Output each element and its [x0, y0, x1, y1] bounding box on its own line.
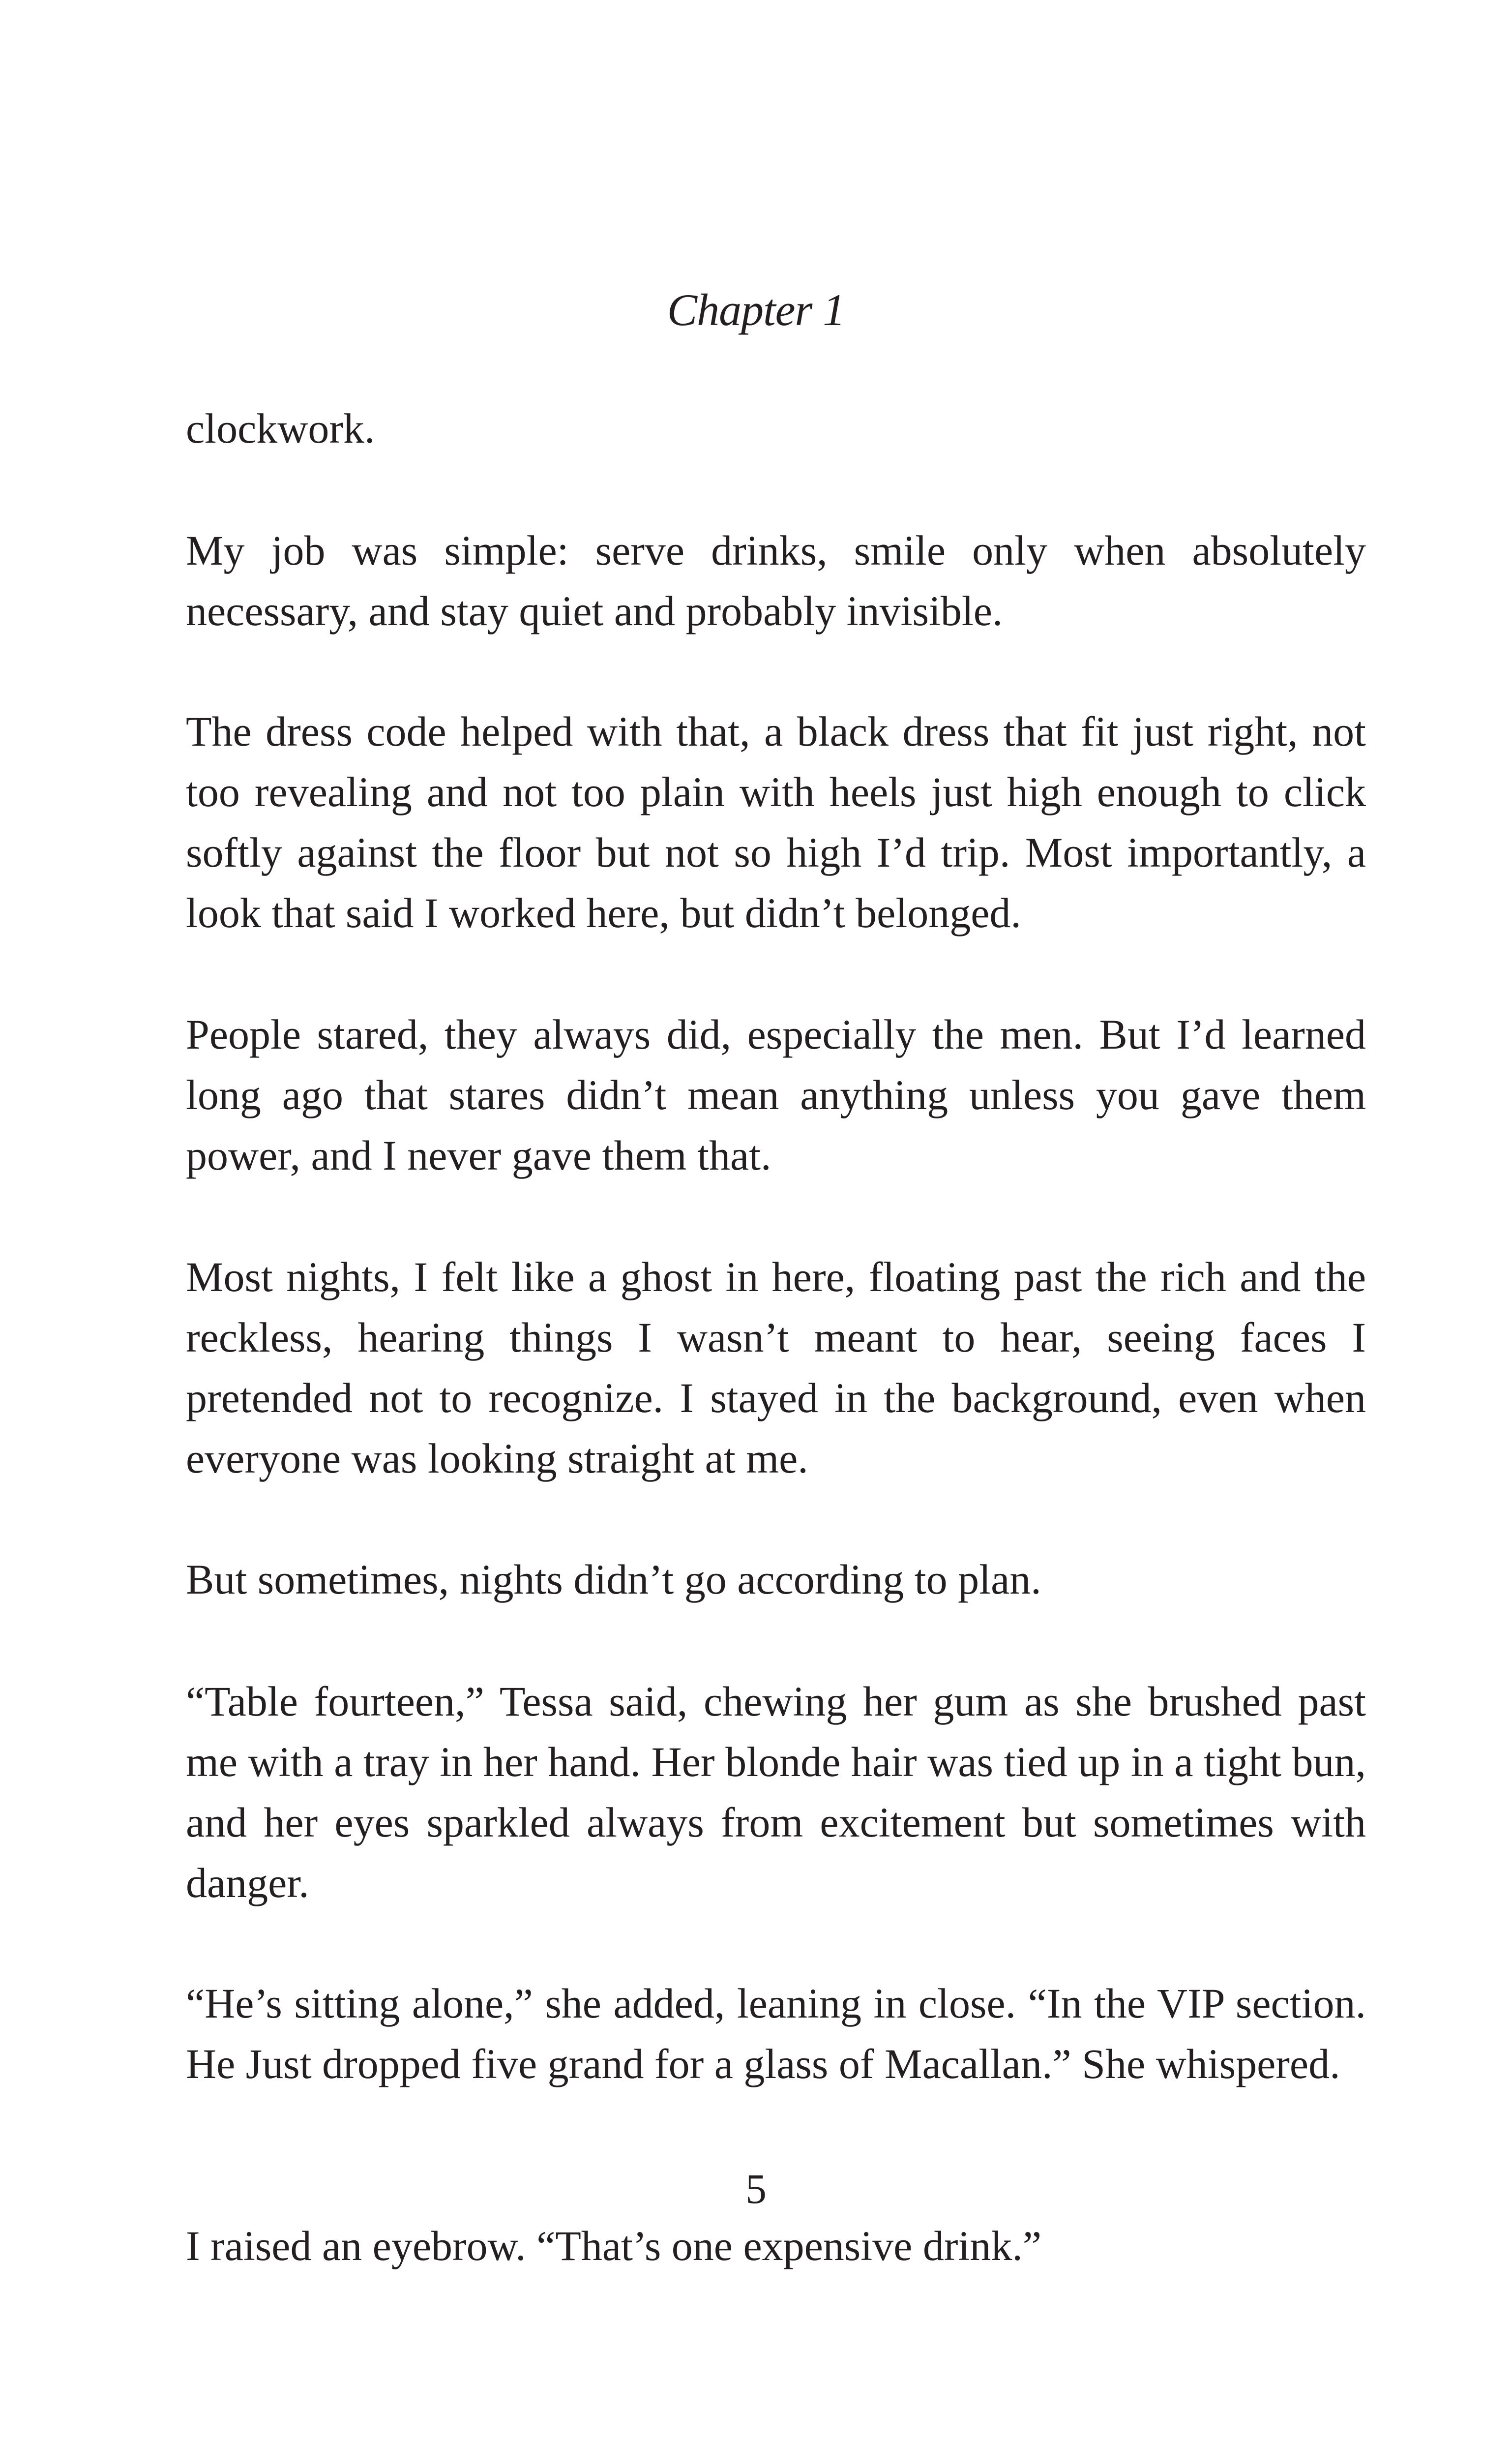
paragraph-3: The dress code helped with that, a black dress that fit just right, not too revealing and not too plain with heels just high enough to click softly against the floor but not so high I’d trip. Most importantly, a look that said I worked here, but didn’t belonged. — [186, 708, 1366, 936]
paragraph-1: clockwork. — [186, 405, 375, 452]
page-number: 5 — [745, 2165, 767, 2212]
paragraph-7: “Table fourteen,” Tessa said, chewing her gum as she brushed past me with a tray in her hand. Her blonde hair was tied up in a tight bun, and her eyes sparkled always from excitement but sometimes with danger. — [186, 1678, 1366, 1906]
paragraph-8: “He’s sitting alone,” she added, leaning in close. “In the VIP section. He Just dropped five grand for a glass of Macallan.” She whispered. — [186, 1980, 1366, 2087]
paragraph-4: People stared, they always did, especially the men. But I’d learned long ago that stares didn’t mean anything unless you gave them power, and I never gave them that. — [186, 1011, 1366, 1179]
paragraph-6: But sometimes, nights didn’t go according to plan. — [186, 1556, 1041, 1603]
paragraph-2: My job was simple: serve drinks, smile only when absolutely necessary, and stay quiet and probably invisible. — [186, 527, 1366, 634]
paragraph-9: I raised an eyebrow. “That’s one expensive drink.” — [186, 2222, 1042, 2269]
chapter-title: Chapter 1 — [667, 285, 845, 335]
paragraph-5: Most nights, I felt like a ghost in here, floating past the rich and the reckless, hearing things I wasn’t meant to hear, seeing faces I pretended not to recognize. I stayed in the background, even when everyone was looking straight at me. — [186, 1253, 1366, 1482]
